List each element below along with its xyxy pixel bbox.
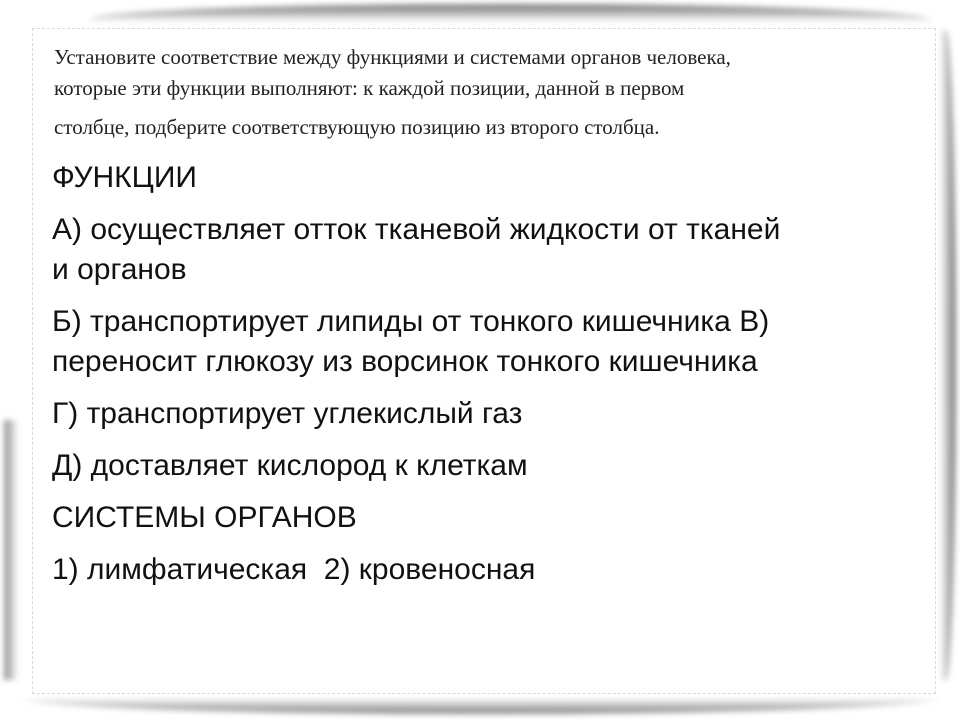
task-instructions <box>54 42 914 143</box>
frame-shadow-left <box>4 420 18 680</box>
intro-line-2: которые эти функции выполняют: к каждой позиции, данной в первом <box>54 76 685 100</box>
intro-line-3: столбце, подберите соответствующую позицию из второго столбца. <box>54 115 660 139</box>
function-item-g: Г) транспортирует углекислый газ <box>52 397 523 430</box>
frame-shadow-bottom <box>20 698 940 714</box>
systems-list: 1) лимфатическая 2) кровеносная <box>52 553 536 586</box>
systems-heading: СИСТЕМЫ ОРГАНОВ <box>52 501 357 534</box>
function-a-line-1: А) осуществляет отток тканевой жидкости от тканей <box>52 213 781 246</box>
frame-shadow-right <box>940 30 956 680</box>
frame-shadow-top <box>90 4 930 22</box>
function-b-line-2: переносит глюкозу из ворсинок тонкого кишечника <box>52 345 758 378</box>
function-item-b <box>52 302 922 382</box>
function-a-line-2: и органов <box>52 253 187 286</box>
function-item-d: Д) доставляет кислород к клеткам <box>52 449 528 482</box>
functions-heading: ФУНКЦИИ <box>52 161 197 194</box>
function-item-a <box>52 210 922 290</box>
function-b-line-1: Б) транспортирует липиды от тонкого кишечника В) <box>52 305 770 338</box>
task-body <box>52 158 922 602</box>
intro-line-1: Установите соответствие между функциями и системами органов человека, <box>54 45 731 69</box>
